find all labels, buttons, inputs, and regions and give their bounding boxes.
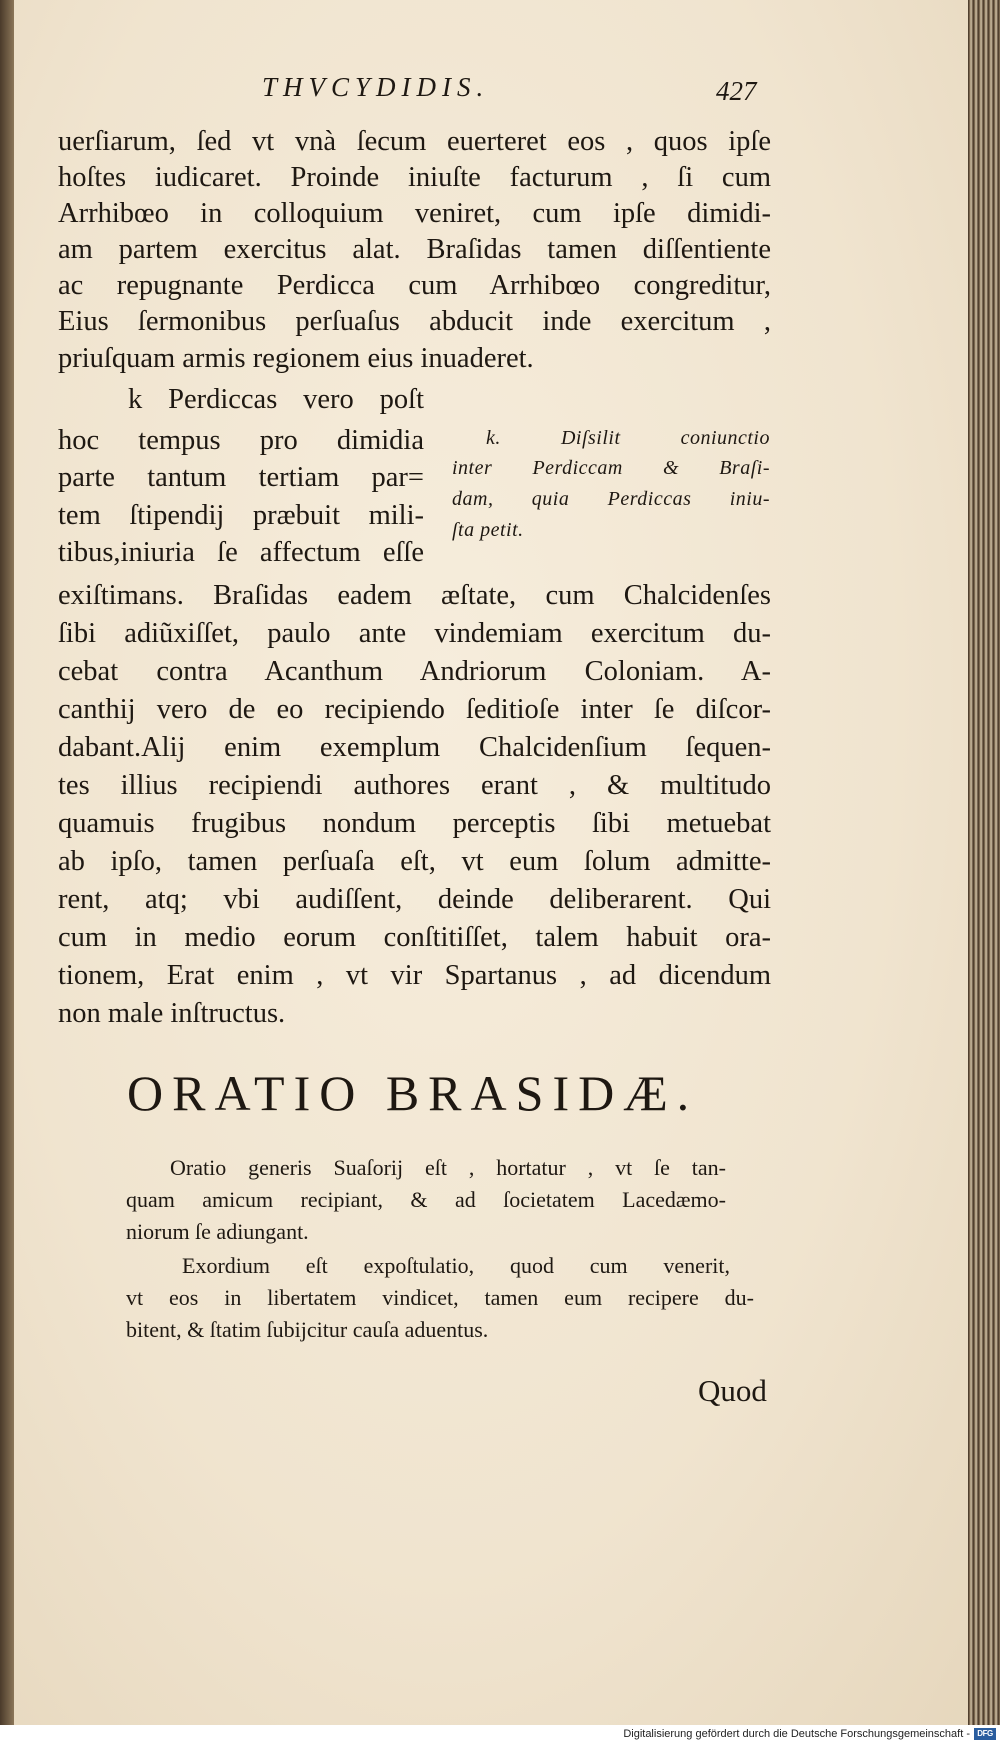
summary-line: Oratio generis Suaſorij eſt , hortatur , vt ſe tan- xyxy=(170,1155,726,1180)
summary-line: vt eos in libertatem vindicet, tamen eum recipere du- xyxy=(126,1285,754,1310)
body-line: ſibi adiũxiſſet, paulo ante vindemiam exercitum du- xyxy=(58,618,771,649)
body-line: uerſiarum, ſed vt vnà ſecum euerteret eos , quos ipſe xyxy=(58,126,771,157)
body-line: canthij vero de eo recipiendo ſeditioſe inter ſe diſcor- xyxy=(58,694,771,725)
body-line-narrow: tibus,iniuria ſe affectum eſſe xyxy=(58,537,424,568)
marginal-note-line: k. Diſsilit coniunctio xyxy=(486,427,770,449)
body-line-narrow: parte tantum tertiam par= xyxy=(58,462,424,493)
body-line: rent, atq; vbi audiſſent, deinde deliberarent. Qui xyxy=(58,884,771,915)
summary-line: quam amicum recipiant, & ad ſocietatem Lacedæmo- xyxy=(126,1187,726,1212)
running-head: THVCYDIDIS. xyxy=(262,72,490,102)
body-line: quamuis frugibus nondum perceptis ſibi metuebat xyxy=(58,808,771,839)
marginal-note-line: ſta petit. xyxy=(452,519,524,541)
body-line: exiſtimans. Braſidas eadem æſtate, cum Chalcidenſes xyxy=(58,580,771,611)
body-line-narrow: hoc tempus pro dimidia xyxy=(58,425,424,456)
footer-credit: Digitalisierung gefördert durch die Deutsche Forschungsgemeinschaft - xyxy=(623,1728,970,1740)
summary-line: Exordium eſt expoſtulatio, quod cum venerit, xyxy=(182,1253,730,1278)
body-line: hoſtes iudicaret. Proinde iniuſte facturum , ſi cum xyxy=(58,162,771,193)
digitization-footer xyxy=(0,1725,1000,1744)
marginal-note-line: inter Perdiccam & Braſi- xyxy=(452,457,770,479)
body-line-narrow: k Perdiccas vero poſt xyxy=(128,384,424,415)
page-edges xyxy=(968,0,1000,1744)
body-line: ab ipſo, tamen perſuaſa eſt, vt eum ſolum admitte- xyxy=(58,846,771,877)
body-line: am partem exercitus alat. Braſidas tamen diſſentiente xyxy=(58,234,771,265)
summary-line: niorum ſe adiungant. xyxy=(126,1219,309,1244)
body-line: cebat contra Acanthum Andriorum Coloniam. A- xyxy=(58,656,771,687)
body-line: dabant.Alij enim exemplum Chalcidenſium ſequen- xyxy=(58,732,771,763)
body-line: cum in medio eorum conſtitiſſet, talem habuit ora- xyxy=(58,922,771,953)
body-line: Eius ſermonibus perſuaſus abducit inde exercitum , xyxy=(58,306,771,337)
dfg-logo: DFG xyxy=(974,1728,996,1740)
body-line-narrow: tem ſtipendij præbuit mili- xyxy=(58,500,424,531)
catchword: Quod xyxy=(698,1373,767,1408)
marginal-note-line: dam, quia Perdiccas iniu- xyxy=(452,488,770,510)
summary-line: bitent, & ſtatim ſubijcitur cauſa aduentus. xyxy=(126,1317,489,1342)
section-heading: ORATIO BRASIDÆ. xyxy=(127,1065,699,1121)
body-line: tes illius recipiendi authores erant , & multitudo xyxy=(58,770,771,801)
body-line: Arrhibœo in colloquium veniret, cum ipſe dimidi- xyxy=(58,198,771,229)
body-line: ac repugnante Perdicca cum Arrhibœo congreditur, xyxy=(58,270,771,301)
binding-edge xyxy=(0,0,14,1744)
body-line: tionem, Erat enim , vt vir Spartanus , ad dicendum xyxy=(58,960,771,991)
body-line: non male inſtructus. xyxy=(58,998,286,1029)
page-number: 427 xyxy=(716,76,757,106)
body-line: priuſquam armis regionem eius inuaderet. xyxy=(58,343,534,374)
